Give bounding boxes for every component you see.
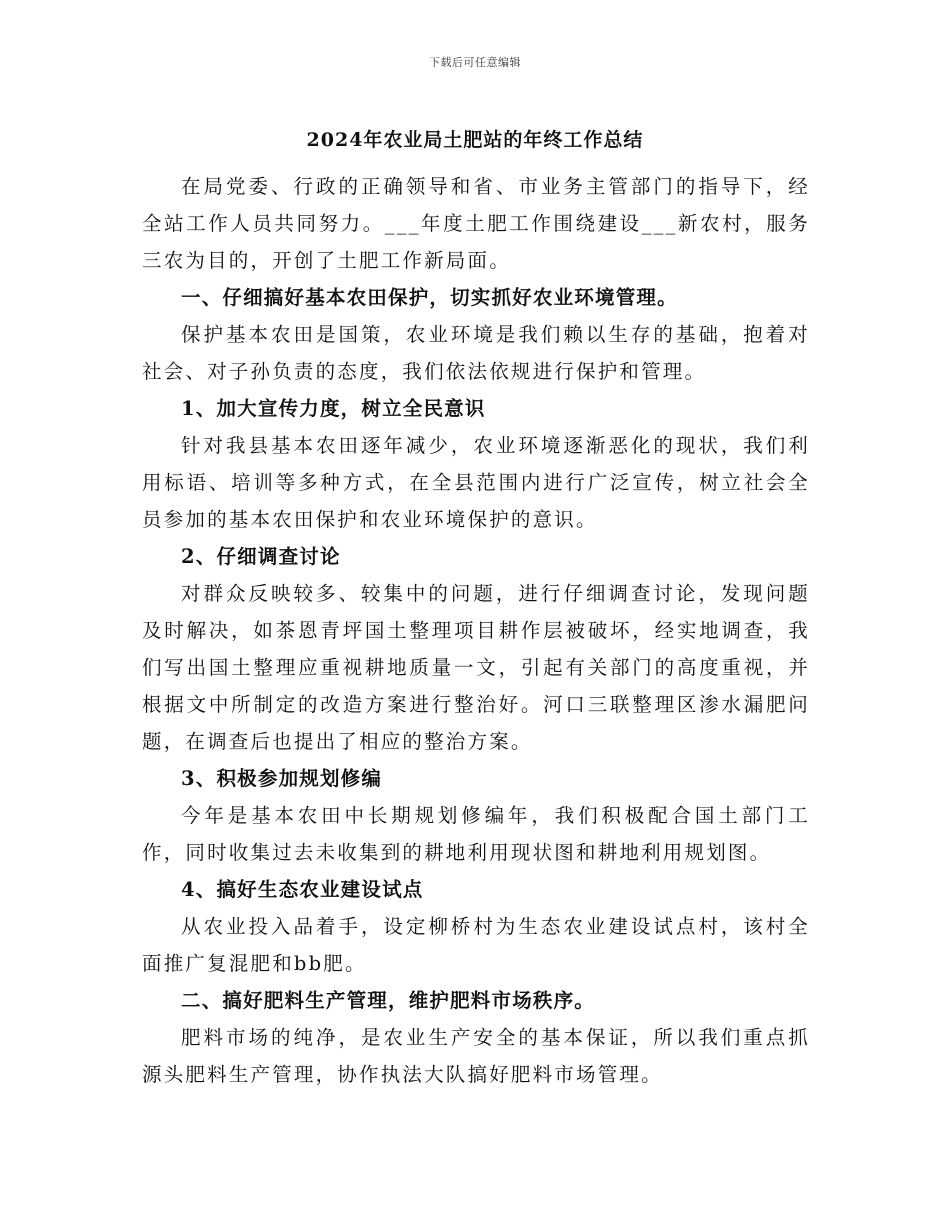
document-body — [142, 168, 810, 1093]
section-heading-2: 二、搞好肥料生产管理，维护肥料市场秩序。 — [181, 989, 596, 1012]
subheading-1-4: 4、搞好生态农业建设试点 — [181, 878, 424, 901]
subheading-1-1: 1、加大宣传力度，树立全民意识 — [181, 397, 486, 420]
paragraph-1-4: 从农业投入品着手，设定柳桥村为生态农业建设试点村，该村全面推广复混肥和bb肥。 — [142, 915, 810, 975]
page-header-note: 下载后可任意编辑 — [429, 56, 521, 69]
subheading-1-3: 3、积极参加规划修编 — [181, 767, 383, 790]
paragraph-1-1: 针对我县基本农田逐年减少，农业环境逐渐恶化的现状，我们利用标语、培训等多种方式，在全县范围内进行广泛宣传，树立社会全员参加的基本农田保护和农业环境保护的意识。 — [142, 434, 810, 531]
section-heading-1: 一、仔细搞好基本农田保护，切实抓好农业环境管理。 — [181, 286, 678, 309]
paragraph-1-3: 今年是基本农田中长期规划修编年，我们积极配合国土部门工作，同时收集过去未收集到的耕地利用现状图和耕地利用规划图。 — [142, 804, 810, 864]
paragraph-section-2: 肥料市场的纯净，是农业生产安全的基本保证，所以我们重点抓源头肥料生产管理，协作执法大队搞好肥料市场管理。 — [142, 1026, 810, 1086]
paragraph-section-1: 保护基本农田是国策，农业环境是我们赖以生存的基础，抱着对社会、对子孙负责的态度，我们依法依规进行保护和管理。 — [142, 323, 810, 383]
document-title: 2024年农业局土肥站的年终工作总结 — [306, 129, 644, 151]
paragraph-1-2: 对群众反映较多、较集中的问题，进行仔细调查讨论，发现问题及时解决，如茶恩青坪国土整理项目耕作层被破坏，经实地调查，我们写出国土整理应重视耕地质量一文，引起有关部门的高度重视，并根据文中所制定的改造方案进行整治好。河口三联整理区渗水漏肥问题，在调查后也提出了相应的整治方案。 — [142, 582, 810, 753]
paragraph-intro: 在局党委、行政的正确领导和省、市业务主管部门的指导下，经全站工作人员共同努力。___年度土肥工作围绕建设___新农村，服务三农为目的，开创了土肥工作新局面。 — [142, 175, 810, 272]
subheading-1-2: 2、仔细调查讨论 — [181, 545, 341, 568]
